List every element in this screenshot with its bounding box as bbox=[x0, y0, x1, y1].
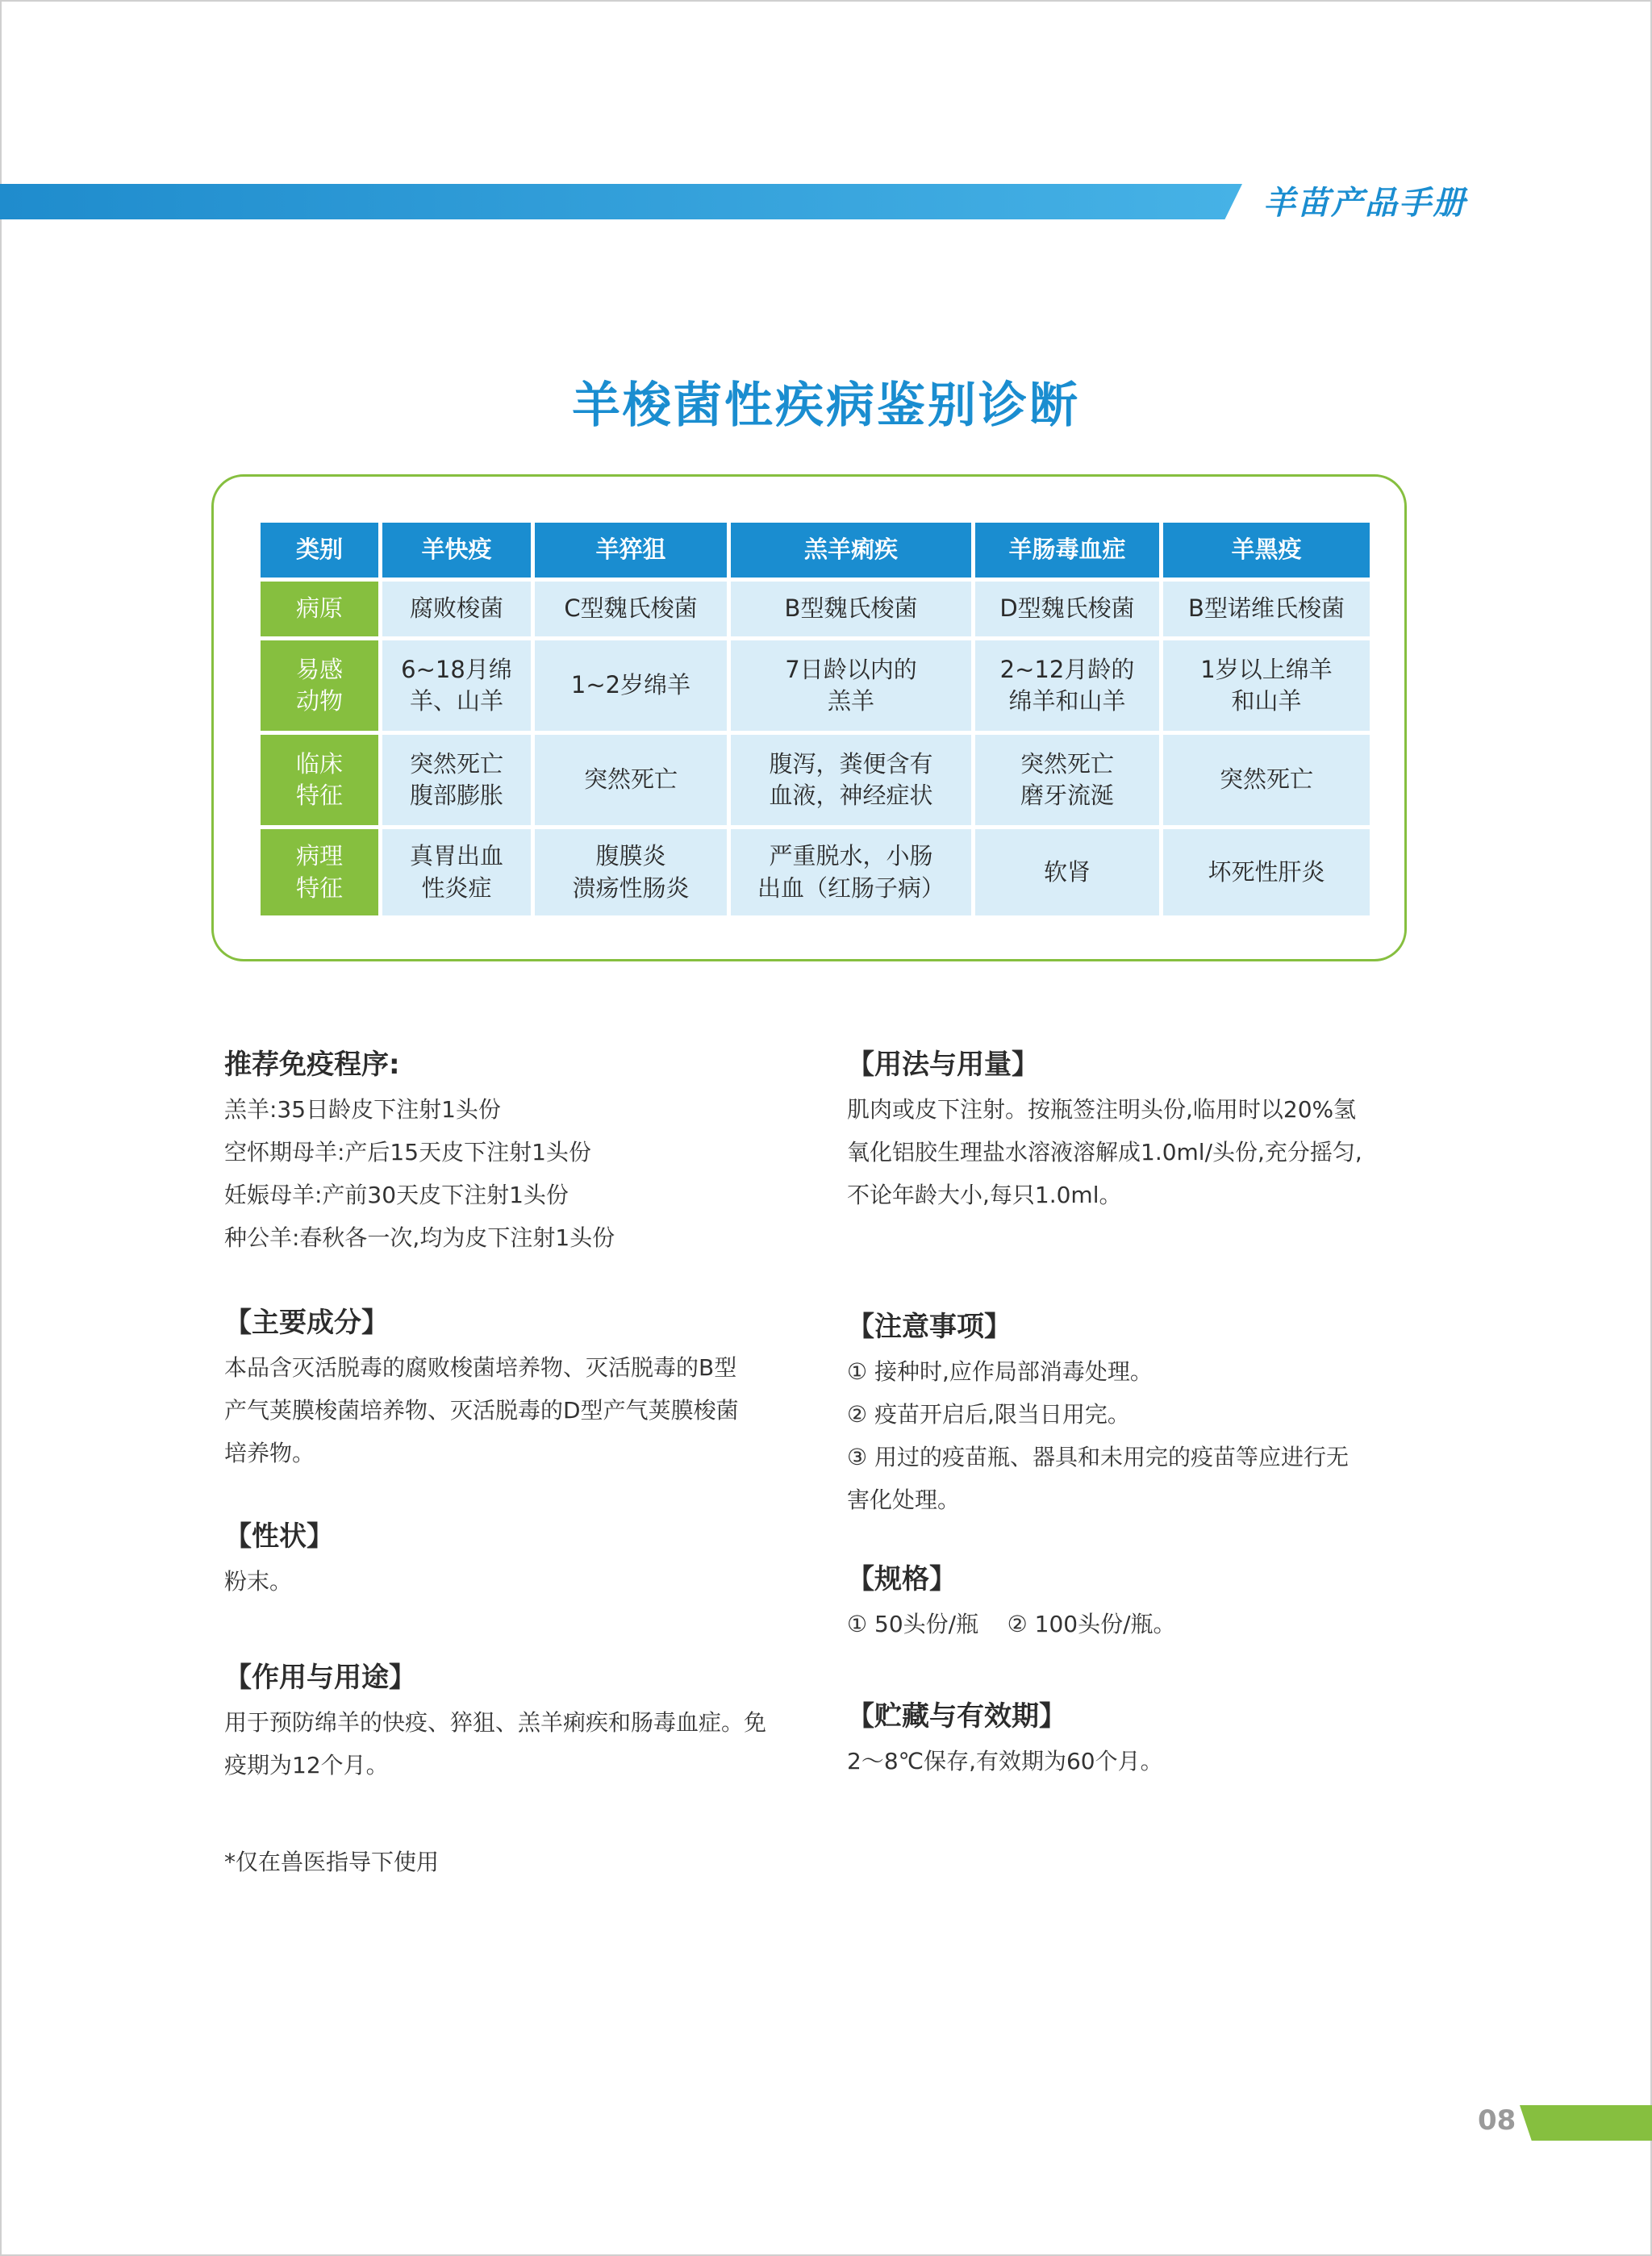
row-header: 临床 特征 bbox=[261, 735, 378, 825]
body-line: 用于预防绵羊的快疫、猝狙、羔羊痢疾和肠毒血症。免 bbox=[224, 1708, 767, 1736]
section-heading: 推荐免疫程序: bbox=[224, 1049, 400, 1081]
table-cell: 腐败梭菌 bbox=[382, 582, 531, 636]
column-header: 羊黑疫 bbox=[1163, 523, 1370, 578]
section-body bbox=[224, 1560, 789, 1603]
section-heading: 【规格】 bbox=[847, 1563, 957, 1595]
body-line: 妊娠母羊:产前30天皮下注射1头份 bbox=[224, 1181, 569, 1208]
table-cell: B型魏氏梭菌 bbox=[731, 582, 971, 636]
table-row bbox=[261, 640, 1370, 731]
section-heading: 【性状】 bbox=[224, 1520, 334, 1553]
page-tab-accent bbox=[1520, 2105, 1652, 2141]
table-cell: 7日龄以内的 羔羊 bbox=[731, 640, 971, 731]
body-line: ① 50头份/瓶 ② 100头份/瓶。 bbox=[847, 1610, 1176, 1637]
footnote: *仅在兽医指导下使用 bbox=[224, 1849, 440, 1875]
column-header: 羊猝狙 bbox=[535, 523, 727, 578]
table-cell: 1~2岁绵羊 bbox=[535, 640, 727, 731]
dosage-section bbox=[847, 1049, 1412, 1216]
page-title: 羊梭菌性疾病鉴别诊断 bbox=[572, 377, 1080, 434]
row-header: 病原 bbox=[261, 582, 378, 636]
table-cell: 1岁以上绵羊 和山羊 bbox=[1163, 640, 1370, 731]
immunization-section bbox=[224, 1049, 789, 1259]
section-body bbox=[224, 1346, 789, 1474]
row-header: 病理 特征 bbox=[261, 829, 378, 915]
table-cell: 突然死亡 磨牙流涎 bbox=[975, 735, 1159, 825]
appearance-section bbox=[224, 1520, 789, 1603]
precautions-section bbox=[847, 1311, 1412, 1521]
table-corner-label: 类别 bbox=[261, 523, 378, 578]
column-header: 羊快疫 bbox=[382, 523, 531, 578]
table-header-row bbox=[261, 523, 1370, 578]
table-cell: 真胃出血 性炎症 bbox=[382, 829, 531, 915]
body-line: ③ 用过的疫苗瓶、器具和未用完的疫苗等应进行无 bbox=[847, 1443, 1350, 1470]
indications-section bbox=[224, 1662, 789, 1787]
section-body bbox=[224, 1088, 789, 1259]
body-line: 氧化铝胶生理盐水溶液溶解成1.0ml/头份,充分摇匀, bbox=[847, 1138, 1362, 1166]
body-line: 肌肉或皮下注射。按瓶签注明头份,临用时以20%氢 bbox=[847, 1095, 1357, 1123]
table-cell: 坏死性肝炎 bbox=[1163, 829, 1370, 915]
table-row bbox=[261, 735, 1370, 825]
body-line: 培养物。 bbox=[224, 1439, 315, 1466]
table-cell: C型魏氏梭菌 bbox=[535, 582, 727, 636]
body-line: 害化处理。 bbox=[847, 1486, 961, 1513]
storage-section bbox=[847, 1700, 1412, 1783]
section-body bbox=[847, 1350, 1412, 1521]
table-cell: 腹泻，粪便含有 血液，神经症状 bbox=[731, 735, 971, 825]
table-row bbox=[261, 582, 1370, 636]
section-heading: 【主要成分】 bbox=[224, 1307, 389, 1339]
column-header: 羊肠毒血症 bbox=[975, 523, 1159, 578]
table-cell: B型诺维氏梭菌 bbox=[1163, 582, 1370, 636]
body-line: 产气荚膜梭菌培养物、灭活脱毒的D型产气荚膜梭菌 bbox=[224, 1396, 739, 1424]
table-cell: 6~18月绵 羊、山羊 bbox=[382, 640, 531, 731]
table-cell: 2~12月龄的 绵羊和山羊 bbox=[975, 640, 1159, 731]
section-body bbox=[847, 1088, 1412, 1216]
body-line: 2～8℃保存,有效期为60个月。 bbox=[847, 1747, 1163, 1774]
body-line: ② 疫苗开启后,限当日用完。 bbox=[847, 1400, 1130, 1428]
section-body bbox=[224, 1701, 789, 1787]
brochure-title: 羊苗产品手册 bbox=[1263, 185, 1466, 222]
specification-section bbox=[847, 1563, 1412, 1645]
body-line: 粉末。 bbox=[224, 1567, 293, 1595]
body-line: 本品含灭活脱毒的腐败梭菌培养物、灭活脱毒的B型 bbox=[224, 1353, 737, 1381]
body-line: 空怀期母羊:产后15天皮下注射1头份 bbox=[224, 1138, 591, 1166]
table-cell: 腹膜炎 溃疡性肠炎 bbox=[535, 829, 727, 915]
body-line: ① 接种时,应作局部消毒处理。 bbox=[847, 1357, 1153, 1385]
page-number: 08 bbox=[1478, 2104, 1516, 2137]
column-header: 羔羊痢疾 bbox=[731, 523, 971, 578]
section-heading: 【注意事项】 bbox=[847, 1311, 1012, 1343]
section-heading: 【用法与用量】 bbox=[847, 1049, 1039, 1081]
section-body bbox=[847, 1603, 1412, 1645]
table-cell: 软肾 bbox=[975, 829, 1159, 915]
body-line: 种公羊:春秋各一次,均为皮下注射1头份 bbox=[224, 1224, 615, 1251]
section-heading: 【作用与用途】 bbox=[224, 1662, 416, 1694]
table-cell: D型魏氏梭菌 bbox=[975, 582, 1159, 636]
table-cell: 严重脱水，小肠 出血（红肠子病） bbox=[731, 829, 971, 915]
section-body bbox=[847, 1740, 1412, 1783]
table-row bbox=[261, 829, 1370, 915]
table-cell: 突然死亡 腹部膨胀 bbox=[382, 735, 531, 825]
diagnosis-table bbox=[257, 519, 1374, 919]
table-cell: 突然死亡 bbox=[1163, 735, 1370, 825]
body-line: 不论年龄大小,每只1.0ml。 bbox=[847, 1181, 1122, 1208]
header-band bbox=[0, 184, 1242, 219]
body-line: 羔羊:35日龄皮下注射1头份 bbox=[224, 1095, 501, 1123]
section-heading: 【贮藏与有效期】 bbox=[847, 1700, 1066, 1733]
body-line: 疫期为12个月。 bbox=[224, 1751, 389, 1779]
row-header: 易感 动物 bbox=[261, 640, 378, 731]
table-cell: 突然死亡 bbox=[535, 735, 727, 825]
composition-section bbox=[224, 1307, 789, 1474]
